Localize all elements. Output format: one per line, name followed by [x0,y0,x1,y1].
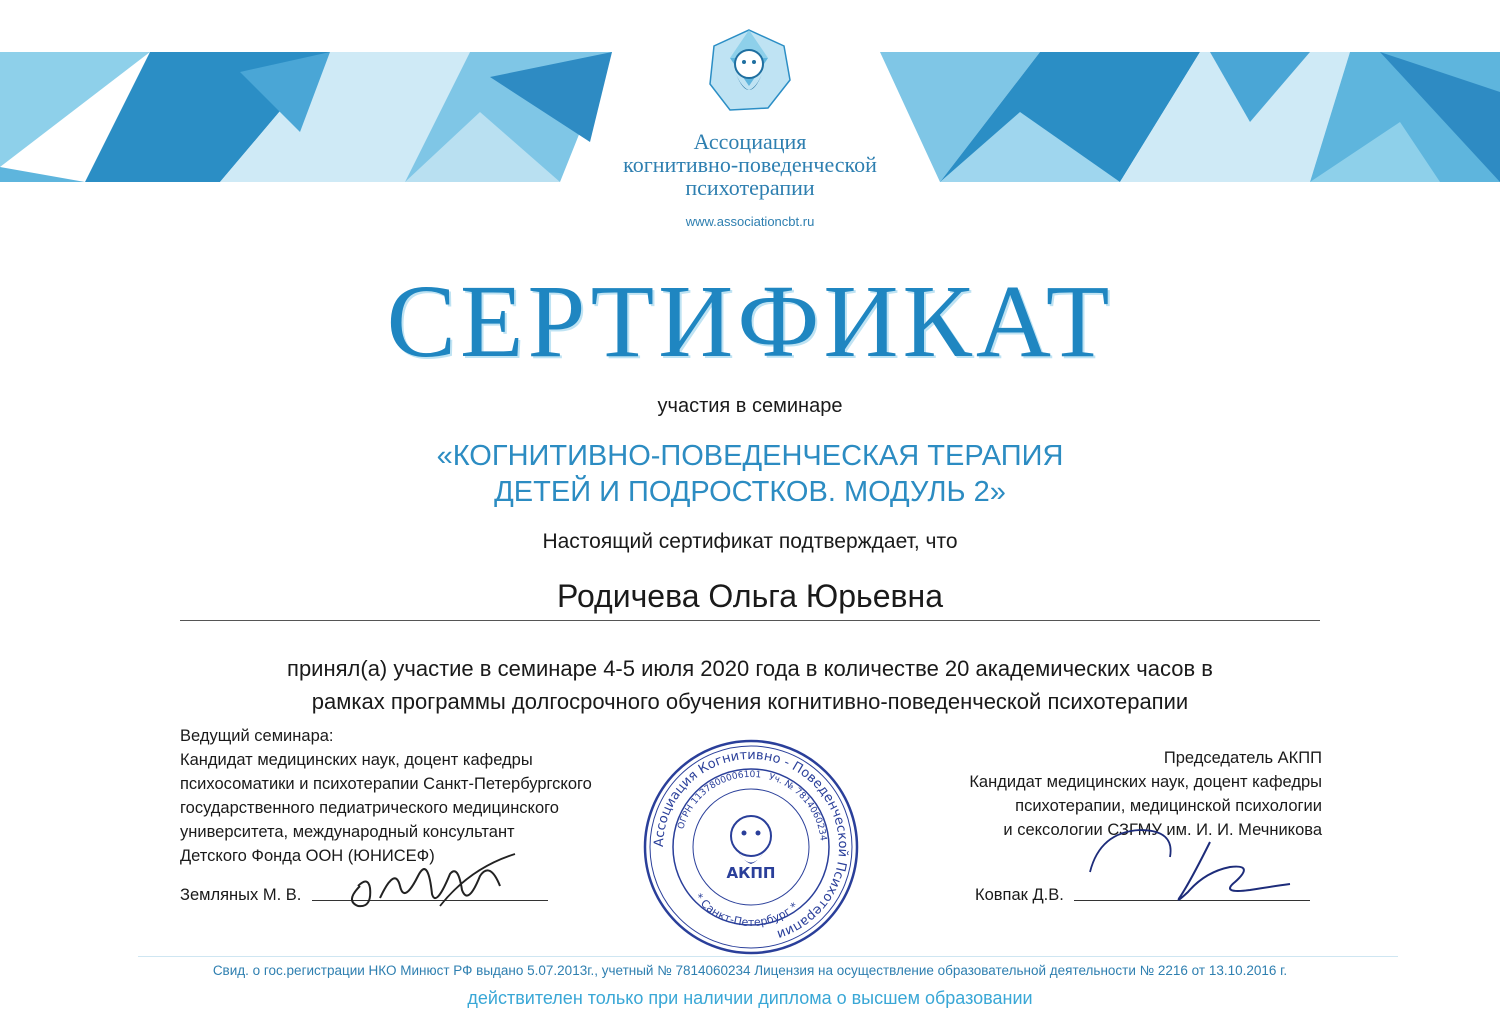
organization-url[interactable]: www.associationcbt.ru [685,214,815,229]
stamp-outer-text: Ассоциация Когнитивно - Поведенческой Психотерапии [651,747,851,942]
footer-registration: Свид. о гос.регистрации НКО Минюст РФ выдано 5.07.2013г., учетный № 7814060234 Лицензия на осуществление образовательной деятельности № 2216 от 13.10.2016 г. [212,963,1288,978]
left-signatory-title: Кандидат медицинских наук, доцент кафедры [180,751,533,769]
decorative-banner-right [880,52,1500,182]
left-signatory-title: государственного педиатрического медицинского [180,799,559,817]
left-signatory-title: психосоматики и психотерапии Санкт-Петербургского [180,775,592,793]
right-signatory-title: психотерапии, медицинской психологии [1015,797,1322,815]
footer-divider [138,956,1398,957]
stamp-record-number: Уч. № 7814060234 [767,772,828,842]
participation-line: принял(а) участие в семинаре 4-5 июля 2020 года в количестве 20 академических часов в [287,656,1213,681]
left-signatory-name: Земляных М. В. [180,886,302,904]
association-logo-emblem [706,28,792,114]
confirmation-text: Настоящий сертификат подтверждает, что [542,530,958,553]
certificate-title: СЕРТИФИКАТ [386,264,1114,379]
right-signatory-block [860,746,1322,842]
signature-underline [312,899,548,901]
stamp-city: * Санкт-Петербург * [691,890,801,930]
right-signatory-name: Ковпак Д.В. [975,886,1064,904]
certificate-subtitle: участия в семинаре [657,395,843,417]
left-signatory-title: Детского Фонда ООН (ЮНИСЕФ) [180,847,435,865]
organization-name [560,130,940,199]
stamp-abbreviation: АКПП [726,864,776,882]
left-signatory-title: университета, международный консультант [180,823,515,841]
seminar-title-line: «КОГНИТИВНО-ПОВЕДЕНЧЕСКАЯ ТЕРАПИЯ [436,440,1064,472]
svg-text:* Санкт-Петербург * [692,891,801,929]
recipient-name: Родичева Ольга Юрьевна [180,578,1320,621]
stamp-ogrn: ОГРН 1137800006101 [676,769,762,831]
left-signature-line [180,886,548,905]
org-name-line: Ассоциация [693,129,807,154]
seminar-title-line: ДЕТЕЙ И ПОДРОСТКОВ. МОДУЛЬ 2» [494,476,1006,508]
signature-underline [1074,899,1310,901]
association-stamp [640,736,862,958]
right-signatory-title: и сексологии СЗГМУ им. И. И. Мечникова [1003,821,1322,839]
decorative-banner-left [0,52,612,182]
right-signatory-heading: Председатель АКПП [1163,749,1322,767]
seminar-title [250,438,1250,510]
left-signatory-heading: Ведущий семинара: [180,727,334,745]
org-name-line: психотерапии [685,175,815,200]
footer-validity-note: действителен только при наличии диплома о высшем образовании [467,988,1033,1008]
right-signature-line [975,886,1310,905]
participation-text [150,652,1350,718]
right-signatory-title: Кандидат медицинских наук, доцент кафедры [969,773,1322,791]
left-signatory-block [180,724,700,868]
participation-line: рамках программы долгосрочного обучения когнитивно-поведенческой психотерапии [311,689,1189,714]
org-name-line: когнитивно-поведенческой [623,152,877,177]
